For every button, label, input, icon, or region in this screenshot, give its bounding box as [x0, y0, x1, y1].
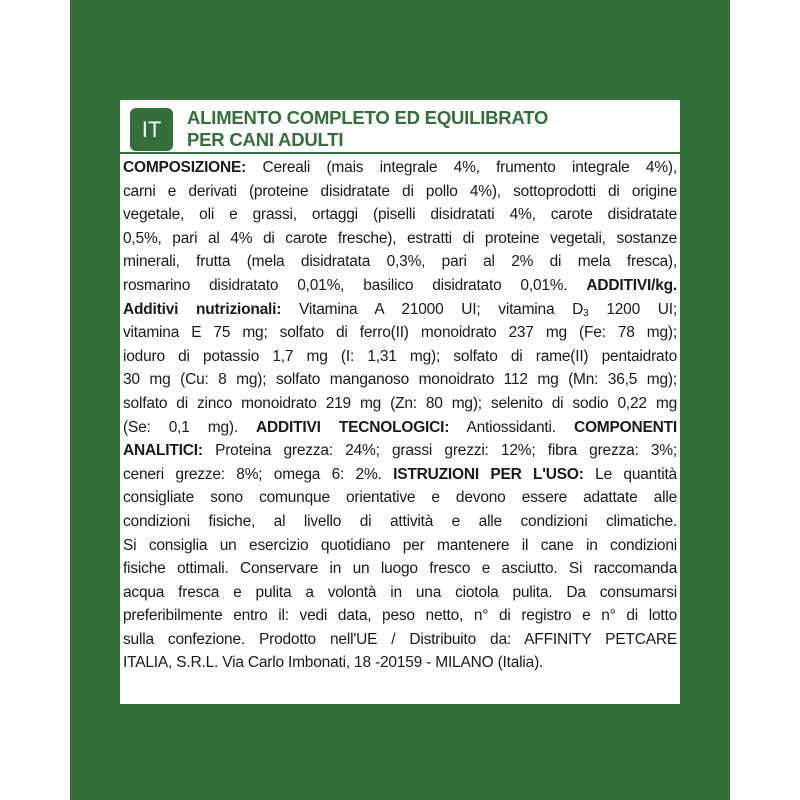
text-line: ceneri grezze: 8%; omega 6: 2%. ISTRUZIONI PER L'USO: Le quantità	[123, 465, 677, 483]
text-line: ioduro di potassio 1,7 mg (I: 1,31 mg); solfato di rame(II) pentaidrato	[123, 347, 677, 365]
label-body-text	[123, 156, 677, 675]
text-line: COMPOSIZIONE: Cereali (mais integrale 4%, frumento integrale 4%),	[123, 159, 677, 176]
text-line: 0,5%, pari al 4% di carote fresche), estratti di proteine vegetali, sostanze	[123, 229, 677, 247]
text-line: Additivi nutrizionali: Vitamina A 21000 UI; vitamina $D_3$ 1200 UI;	[123, 300, 677, 319]
text-line: acqua fresca e pulita a volontà in una ciotola pulita. Da consumarsi	[123, 583, 677, 601]
text-line: minerali, frutta (mela disidratata 0,3%, pari al 2% di mela fresca),	[123, 253, 677, 271]
language-badge: IT	[130, 108, 173, 151]
text-line: condizioni fisiche, al livello di attività e alle condizioni climatiche.	[123, 512, 677, 530]
header-divider	[120, 152, 680, 154]
text-line: vitamina E 75 mg; solfato di ferro(II) monoidrato 237 mg (Fe: 78 mg);	[123, 324, 677, 342]
section-heading-analitici: ANALITICI:	[123, 442, 203, 460]
title-line-2: PER CANI ADULTI	[187, 129, 344, 150]
product-label	[120, 100, 680, 704]
text-line: rosmarino disidratato 0,01%, basilico disidratato 0,01%. ADDITIVI/kg.	[123, 276, 677, 294]
section-heading-additivi-tecnologici: ADDITIVI TECNOLOGICI:	[256, 418, 450, 436]
text-line: 30 mg (Cu: 8 mg); solfato manganoso monoidrato 112 mg (Mn: 36,5 mg);	[123, 371, 677, 389]
title-line-1: ALIMENTO COMPLETO ED EQUILIBRATO	[187, 107, 549, 128]
text-line: solfato di zinco monoidrato 219 mg (Zn: 80 mg); selenito di sodio 0,22 mg	[123, 394, 677, 412]
text-line: preferibilmente entro il: vedi data, peso netto, n° di registro e n° di lotto	[123, 607, 677, 625]
text-line: carni e derivati (proteine disidratate di pollo 4%), sottoprodotti di origine	[123, 182, 677, 200]
text-line: fisiche ottimali. Conservare in un luogo fresco e asciutto. Si raccomanda	[123, 560, 677, 578]
text-line: ANALITICI: Proteina grezza: 24%; grassi grezzi: 12%; fibra grezza: 3%;	[123, 442, 677, 460]
section-heading-composizione: COMPOSIZIONE:	[123, 159, 247, 176]
text-line: vegetale, oli e grassi, ortaggi (piselli disidratati 4%, carote disidratate	[123, 206, 677, 224]
product-title	[187, 107, 548, 151]
text-line: Si consiglia un esercizio quotidiano per mantenere il cane in condizioni	[123, 536, 677, 554]
text-line: ITALIA, S.R.L. Via Carlo Imbonati, 18 -20159 - MILANO (Italia).	[123, 654, 544, 672]
label-header	[120, 100, 680, 152]
text-line: (Se: 0,1 mg). ADDITIVI TECNOLOGICI: Antiossidanti. COMPONENTI	[123, 418, 678, 436]
section-heading-additivi-nutrizionali: Additivi nutrizionali:	[123, 300, 282, 318]
section-heading-componenti: COMPONENTI	[573, 418, 678, 436]
text-line: sulla confezione. Prodotto nell'UE / Distribuito da: AFFINITY PETCARE	[123, 630, 677, 648]
section-heading-additivi: ADDITIVI/kg.	[586, 276, 677, 294]
section-heading-istruzioni: ISTRUZIONI PER L'USO:	[393, 465, 584, 483]
text-line: consigliate sono comunque orientative e devono essere adattate alle	[123, 489, 677, 507]
